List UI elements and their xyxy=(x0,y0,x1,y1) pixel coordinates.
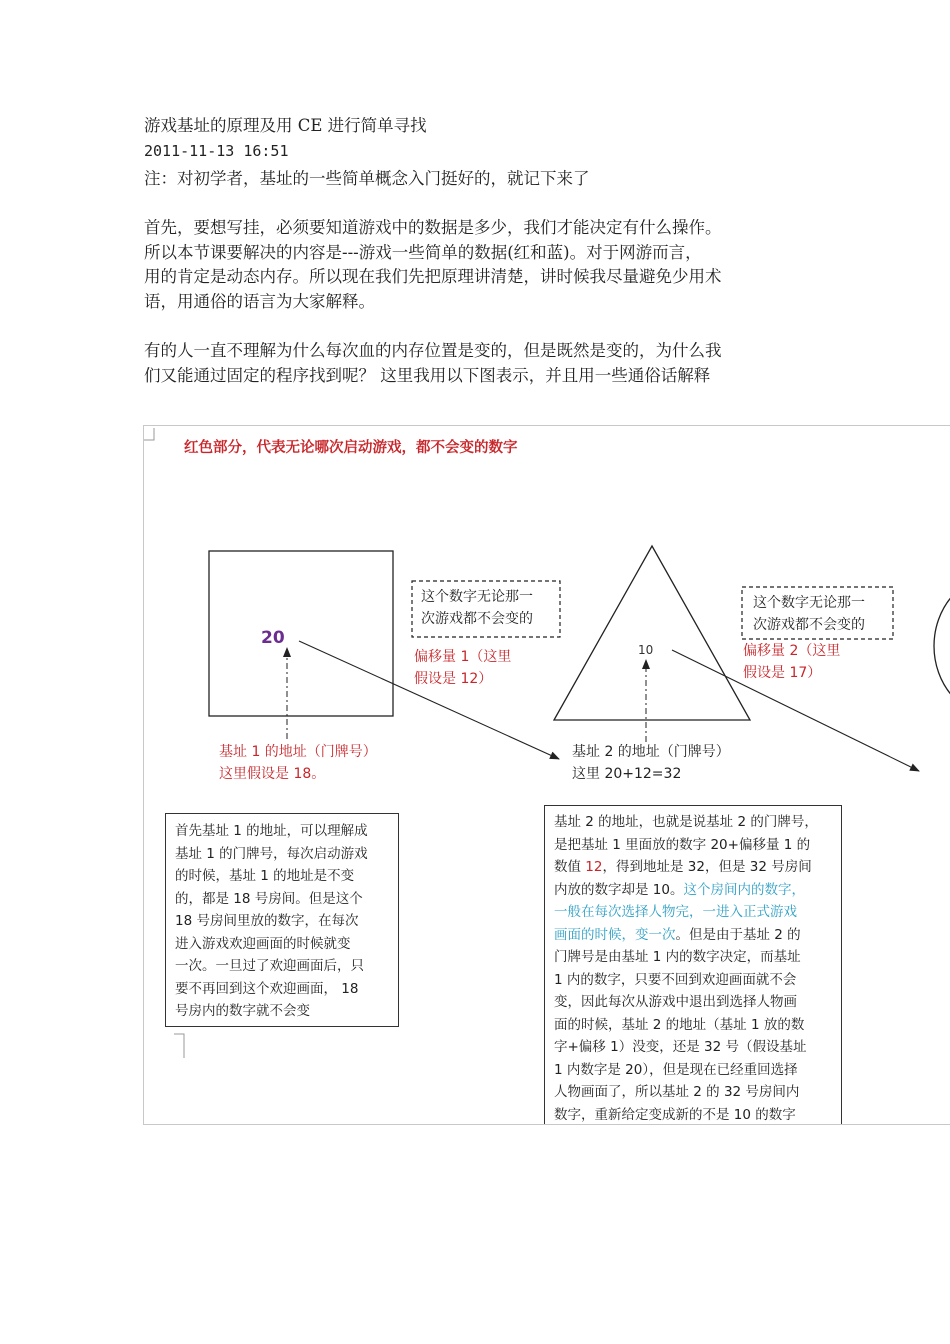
box-line: 要不再回到这个欢迎画面， 18 xyxy=(175,980,359,997)
offset-line: 假设是 17） xyxy=(743,665,822,681)
article-title: 游戏基址的原理及用 CE 进行简单寻找 xyxy=(144,116,427,135)
box-line: 字+偏移 1）没变，还是 32 号（假设基址 xyxy=(554,1039,807,1055)
paragraph-line: 有的人一直不理解为什么每次血的内存位置是变的，但是既然是变的，为什么我 xyxy=(144,341,722,360)
box-text: 。但是由于基址 2 的 xyxy=(675,926,801,943)
box-line xyxy=(554,879,832,902)
paragraph-line: 语，用通俗的语言为大家解释。 xyxy=(144,292,375,311)
right-explanation-box xyxy=(544,805,842,1125)
base-line: 这里假设是 18。 xyxy=(219,766,326,782)
dashed-note-2 xyxy=(753,592,865,636)
article-note: 注：对初学者，基址的一些简单概念入门挺好的，就记下来了 xyxy=(144,169,590,188)
ellipse-shape xyxy=(934,574,950,718)
triangle-value: 10 xyxy=(638,643,654,657)
dashed-note-1 xyxy=(421,586,533,630)
box-line: 的时候，基址 1 的地址是不变 xyxy=(175,868,355,884)
offset-line: 偏移量 1（这里 xyxy=(414,649,512,665)
box-line: 基址 2 的地址，也就是说基址 2 的门牌号， xyxy=(554,814,818,830)
box-line: 1 内数字是 20），但是现在已经重回选择 xyxy=(554,1061,798,1078)
box-line: 进入游戏欢迎画面的时候就变 xyxy=(175,935,351,952)
box-line: 变，因此每次从游戏中退出到选择人物画 xyxy=(554,994,797,1010)
paragraph-line: 们又能通过固定的程序找到呢？ 这里我用以下图表示，并且用一些通俗话解释 xyxy=(144,366,711,385)
box-line xyxy=(554,924,832,947)
offset-value: 12 xyxy=(585,859,603,875)
box-line: 号房内的数字就不会变 xyxy=(175,1003,310,1019)
triangle-shape xyxy=(554,546,750,720)
paragraph-line: 用的肯定是动态内存。所以现在我们先把原理讲清楚，讲时候我尽量避免少用术 xyxy=(144,267,722,286)
box-line: 1 内的数字，只要不回到欢迎画面就不会 xyxy=(554,971,797,988)
box-line: 一次。一旦过了欢迎画面后，只 xyxy=(175,958,364,974)
note-line: 这个数字无论那一 xyxy=(421,589,533,605)
box-line: 18 号房间里放的数字，在每次 xyxy=(175,913,359,929)
offset-line: 假设是 12） xyxy=(414,671,493,687)
box-line: 人物画面了，所以基址 2 的 32 号房间内 xyxy=(554,1084,800,1100)
box-text: 数值 xyxy=(554,859,586,875)
box-line: 基址 1 的门牌号，每次启动游戏 xyxy=(175,845,368,862)
box-line: 首先基址 1 的地址，可以理解成 xyxy=(175,823,368,839)
offset-1-label xyxy=(414,646,511,690)
base-2-label xyxy=(572,741,730,785)
base-line: 基址 1 的地址（门牌号） xyxy=(219,744,377,760)
figure-heading: 红色部分，代表无论哪次启动游戏，都不会变的数字 xyxy=(184,440,518,456)
left-explanation-box xyxy=(165,813,399,1027)
highlight-text: 画面的时候，变一次 xyxy=(554,926,676,943)
box-line: 门牌号是由基址 1 内的数字决定，而基址 xyxy=(554,949,801,965)
box-line: 是把基址 1 里面放的数字 20+偏移量 1 的 xyxy=(554,836,811,853)
box-line: 的，都是 18 号房间。但是这个 xyxy=(175,890,363,907)
base-1-label xyxy=(219,741,377,785)
square-shape xyxy=(209,551,393,716)
paragraph-line: 所以本节课要解决的内容是---游戏一些简单的数据(红和蓝)。对于网游而言， xyxy=(144,243,702,262)
box-text: ，得到地址是 32，但是 32 号房间 xyxy=(602,859,812,875)
note-line: 次游戏都不会变的 xyxy=(421,611,533,627)
corner-mark xyxy=(144,428,154,440)
box-line: 一般在每次选择人物完，一进入正式游戏 xyxy=(554,904,797,920)
box-line: 数字，重新给定变成新的不是 10 的数字 xyxy=(554,1106,796,1123)
offset-line: 偏移量 2（这里 xyxy=(743,643,841,659)
base-line: 这里 20+12=32 xyxy=(572,766,682,782)
note-line: 这个数字无论那一 xyxy=(753,595,865,611)
square-value: 20 xyxy=(261,628,285,648)
box-line: 面的时候，基址 2 的地址（基址 1 放的数 xyxy=(554,1016,805,1033)
box-line xyxy=(554,856,832,879)
note-line: 次游戏都不会变的 xyxy=(753,617,865,633)
box-text: 内放的数字却是 10。 xyxy=(554,881,684,898)
base-line: 基址 2 的地址（门牌号） xyxy=(572,744,730,760)
diagram-figure xyxy=(143,425,950,1125)
offset-2-label xyxy=(743,640,840,684)
highlight-text: 这个房间内的数字， xyxy=(683,881,805,898)
paragraph-line: 首先，要想写挂，必须要知道游戏中的数据是多少，我们才能决定有什么操作。 xyxy=(144,218,722,237)
corner-mark xyxy=(174,1034,184,1058)
article-date: 2011-11-13 16:51 xyxy=(144,142,289,160)
